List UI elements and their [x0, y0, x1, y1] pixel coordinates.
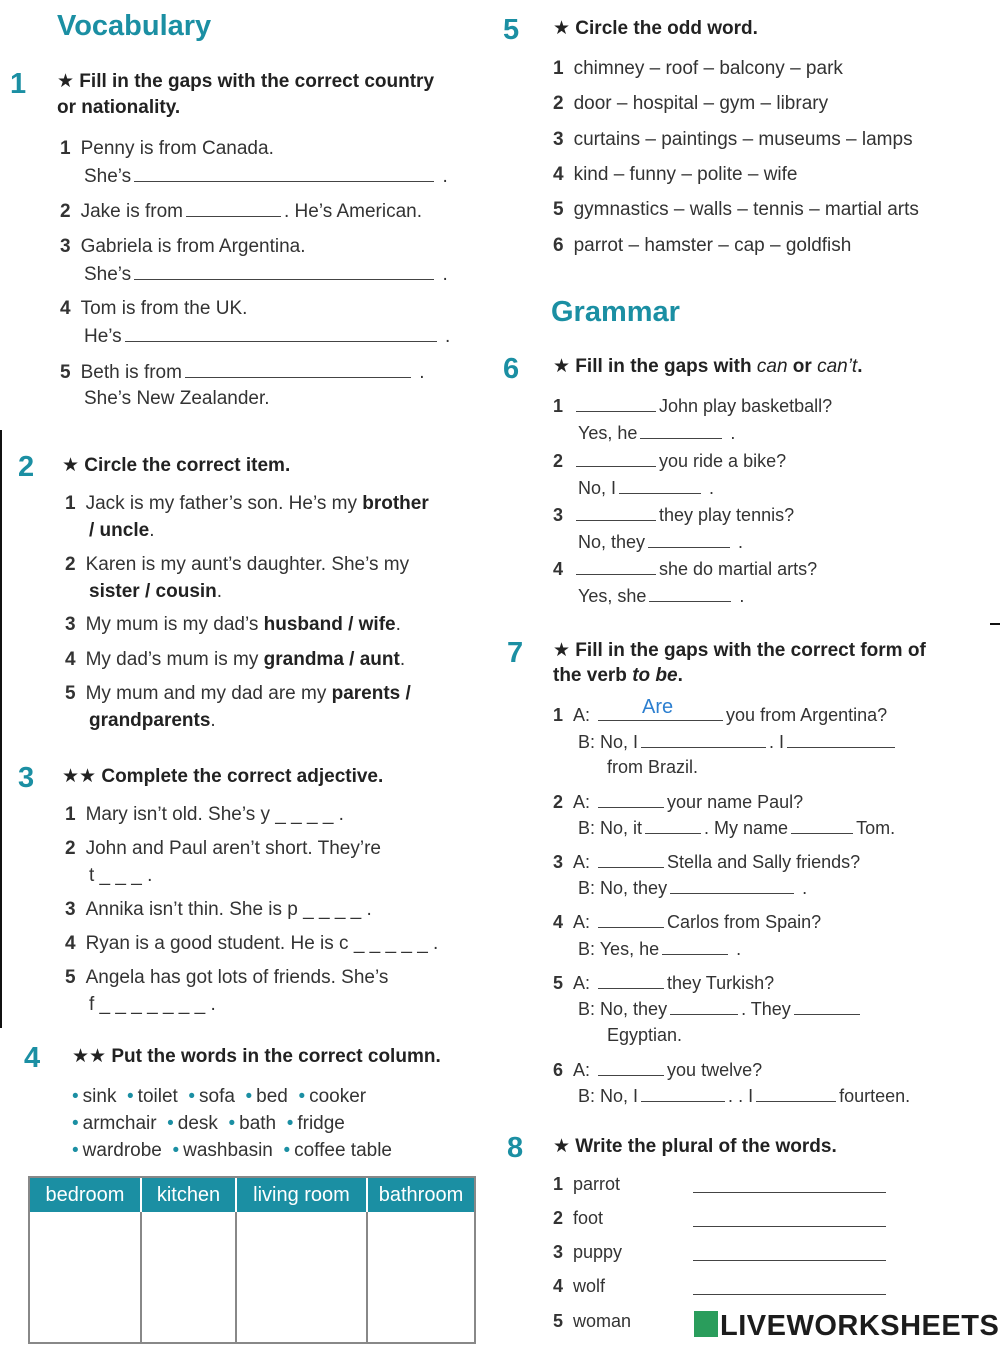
ex8-item-1: 1 parrot [553, 1174, 621, 1194]
plural-input[interactable] [693, 1210, 886, 1227]
gap-input[interactable] [185, 361, 411, 378]
ex2-item-2-line2: sister / cousin. [89, 581, 223, 602]
exercise-6-number: 6 [503, 353, 520, 385]
plural-input[interactable] [693, 1244, 886, 1261]
exercise-4-number: 4 [24, 1042, 41, 1074]
gap-input[interactable] [598, 972, 664, 989]
ex7-item-3-a: 3 A: Stella and Sally friends? [553, 852, 861, 872]
column-cell-kitchen[interactable] [142, 1212, 237, 1342]
exercise-1-instruction-2: or nationality. [57, 97, 181, 118]
ex2-item-4: 4 My dad’s mum is my grandma / aunt. [65, 649, 406, 670]
gap-input[interactable] [641, 731, 766, 748]
ex1-item-5-line2: She’s New Zealander. [84, 388, 270, 409]
ex3-item-4: 4 Ryan is a good student. He is c _ _ _ _ _ . [65, 933, 439, 954]
gap-input[interactable] [756, 1085, 836, 1102]
exercise-5-number: 5 [503, 14, 520, 46]
ex3-item-3: 3 Annika isn’t thin. She is p _ _ _ _ . [65, 899, 372, 920]
ex2-item-5: 5 My mum and my dad are my parents / [65, 683, 411, 704]
ex5-item-3: 3 curtains – paintings – museums – lamps [553, 129, 913, 150]
exercise-5-instruction: ★ Circle the odd word. [553, 18, 758, 39]
gap-input[interactable] [794, 998, 860, 1015]
exercise-2-instruction: ★ Circle the correct item. [62, 455, 291, 476]
ex6-item-3-answer: No, they . [578, 532, 744, 552]
column-header-living-room: living room [237, 1178, 368, 1212]
plural-input[interactable] [693, 1278, 886, 1295]
ex6-item-1-answer: Yes, he . [578, 423, 736, 443]
liveworksheets-logo: LIVEWORKSHEETS [694, 1310, 999, 1343]
ex7-item-5-b3: Egyptian. [607, 1025, 683, 1045]
gap-input[interactable] [791, 817, 853, 834]
gap-input[interactable] [134, 263, 434, 280]
ex5-item-2: 2 door – hospital – gym – library [553, 93, 829, 114]
column-cell-bedroom[interactable] [30, 1212, 142, 1342]
ex1-item-5: 5 Beth is from . [60, 362, 425, 383]
ex3-item-1: 1 Mary isn’t old. She’s y _ _ _ _ . [65, 804, 344, 825]
plural-input[interactable] [693, 1176, 886, 1193]
word-bank-row-3: • wardrobe • washbasin • coffee table [72, 1140, 392, 1161]
column-header-kitchen: kitchen [142, 1178, 237, 1212]
exercise-7-instruction: ★ Fill in the gaps with the correct form of [553, 640, 926, 661]
gap-input[interactable] [649, 585, 731, 602]
gap-input-filled[interactable]: Are [598, 704, 723, 721]
ex6-item-1: 1 John play basketball? [553, 396, 833, 416]
gap-input[interactable] [670, 877, 794, 894]
rooms-table [28, 1176, 476, 1344]
gap-input[interactable] [186, 200, 281, 217]
grammar-title: Grammar [551, 296, 680, 328]
ex1-item-1: 1 Penny is from Canada. [60, 138, 274, 159]
ex7-item-1-b: B: No, I . I [578, 731, 898, 753]
ex5-item-4: 4 kind – funny – polite – wife [553, 164, 798, 185]
gap-input[interactable] [598, 791, 664, 808]
ex2-item-5-line2: grandparents. [89, 710, 216, 731]
ex8-item-2: 2 foot [553, 1208, 604, 1228]
ex8-item-5: 5 woman [553, 1311, 632, 1331]
column-header-bedroom: bedroom [30, 1178, 142, 1212]
exercise-4-instruction: ★★ Put the words in the correct column. [72, 1046, 441, 1067]
ex3-item-2-line2: t _ _ _ . [89, 865, 153, 886]
gap-input[interactable] [645, 817, 701, 834]
vocabulary-title: Vocabulary [57, 10, 212, 42]
gap-input[interactable] [662, 938, 728, 955]
exercise-8-number: 8 [507, 1132, 524, 1164]
ex1-item-4-line2: He’s . [84, 326, 451, 347]
exercise-2-number: 2 [18, 451, 35, 483]
ex1-item-1-line2: She’s . [84, 166, 448, 187]
ex5-item-1: 1 chimney – roof – balcony – park [553, 58, 843, 79]
ex7-item-3-b: B: No, they . [578, 878, 808, 898]
gap-input[interactable] [125, 325, 437, 342]
column-cell-bathroom[interactable] [368, 1212, 474, 1342]
exercise-8-instruction: ★ Write the plural of the words. [553, 1136, 837, 1157]
ex6-item-2: 2 you ride a bike? [553, 451, 787, 471]
ex2-item-3: 3 My mum is my dad’s husband / wife. [65, 614, 401, 635]
ex7-item-2-a: 2 A: your name Paul? [553, 792, 804, 812]
exercise-3-number: 3 [18, 762, 35, 794]
exercise-3-instruction: ★★ Complete the correct adjective. [62, 766, 384, 787]
gap-input[interactable] [619, 477, 701, 494]
gap-input[interactable] [598, 911, 664, 928]
ex7-item-1-b3: from Brazil. [607, 757, 699, 777]
gap-input[interactable] [787, 731, 895, 748]
ex1-item-2: 2 Jake is from . He’s American. [60, 201, 422, 222]
ex6-item-4-answer: Yes, she . [578, 586, 745, 606]
ex1-item-4: 4 Tom is from the UK. [60, 298, 248, 319]
ex2-item-1: 1 Jack is my father’s son. He’s my brother [65, 493, 429, 514]
gap-input[interactable] [576, 558, 656, 575]
ex7-item-6-a: 6 A: you twelve? [553, 1060, 763, 1080]
gap-input[interactable] [670, 998, 738, 1015]
gap-input[interactable] [576, 395, 656, 412]
ex5-item-5: 5 gymnastics – walls – tennis – martial arts [553, 199, 919, 220]
ex3-item-2: 2 John and Paul aren’t short. They’re [65, 838, 381, 859]
word-bank-row-1: • sink • toilet • sofa • bed • cooker [72, 1086, 367, 1107]
ex3-item-5: 5 Angela has got lots of friends. She’s [65, 967, 389, 988]
gap-input[interactable] [640, 422, 722, 439]
ex1-item-3-line2: She’s . [84, 264, 448, 285]
ex7-item-5-a: 5 A: they Turkish? [553, 973, 775, 993]
ex7-item-2-b: B: No, it . My name Tom. [578, 818, 896, 838]
gap-input[interactable] [134, 165, 434, 182]
ex7-item-1-a: 1 A: Are you from Argentina? [553, 696, 888, 725]
ex6-item-3: 3 they play tennis? [553, 505, 795, 525]
gap-input[interactable] [576, 504, 656, 521]
ex6-item-2-answer: No, I . [578, 478, 715, 498]
gap-input[interactable] [641, 1085, 725, 1102]
ex7-item-6-b: B: No, I . . I fourteen. [578, 1086, 911, 1106]
ex7-item-4-b: B: Yes, he . [578, 939, 742, 959]
liveworksheets-icon [694, 1311, 718, 1337]
gap-input[interactable] [576, 450, 656, 467]
ex8-item-3: 3 puppy [553, 1242, 623, 1262]
gap-input[interactable] [598, 1059, 664, 1076]
ex2-item-2: 2 Karen is my aunt’s daughter. She’s my [65, 554, 410, 575]
ex1-item-3: 3 Gabriela is from Argentina. [60, 236, 306, 257]
gap-input[interactable] [648, 531, 730, 548]
ex7-item-4-a: 4 A: Carlos from Spain? [553, 912, 822, 932]
word-bank-row-2: • armchair • desk • bath • fridge [72, 1113, 345, 1134]
exercise-7-number: 7 [507, 637, 524, 669]
exercise-6-instruction: ★ Fill in the gaps with can or can’t. [553, 356, 863, 377]
exercise-7-instruction-2: the verb to be. [553, 665, 683, 686]
ex5-item-6: 6 parrot – hamster – cap – goldfish [553, 235, 852, 256]
ex8-item-4: 4 wolf [553, 1276, 606, 1296]
exercise-1-instruction: ★ Fill in the gaps with the correct country [57, 71, 435, 92]
ex3-item-5-line2: f _ _ _ _ _ _ _ . [89, 994, 216, 1015]
gap-input[interactable] [598, 851, 664, 868]
column-header-bathroom: bathroom [378, 1183, 464, 1206]
exercise-1-number: 1 [10, 68, 27, 100]
ex6-item-4: 4 she do martial arts? [553, 559, 818, 579]
ex7-item-5-b: B: No, they . They [578, 998, 863, 1020]
column-cell-living-room[interactable] [237, 1212, 368, 1342]
ex2-item-1-line2: / uncle. [89, 520, 155, 541]
